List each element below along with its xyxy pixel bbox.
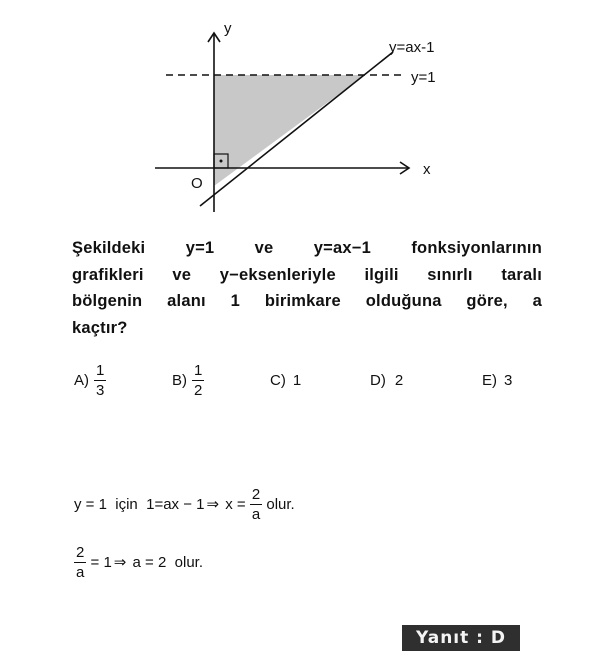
question-line: bölgenin alanı 1 birimkare olduğuna göre, a (72, 292, 542, 310)
fraction-denominator: a (76, 563, 85, 581)
solution-step-2 (74, 540, 203, 584)
option-label: B) (172, 371, 187, 389)
solution-fraction (74, 544, 86, 581)
fraction-denominator: 2 (194, 381, 203, 399)
option-value: 2 (394, 371, 404, 389)
fraction-bar (250, 504, 262, 505)
question-line: Şekildeki y=1 ve y=ax−1 fonksiyonlarının (72, 239, 542, 257)
line1-label: y=ax-1 (389, 39, 435, 56)
option-d[interactable] (370, 357, 403, 403)
option-value: 3 (504, 371, 513, 389)
solution-step-1 (74, 482, 295, 526)
option-b[interactable] (172, 357, 204, 403)
fraction-denominator: 3 (96, 381, 105, 399)
solution-fraction (250, 486, 262, 523)
option-label: C) (270, 371, 286, 389)
fraction-bar (94, 380, 106, 381)
fraction-numerator: 1 (96, 361, 105, 379)
fraction-bar (74, 562, 86, 563)
option-value: 1 (292, 371, 302, 389)
question-line: grafikleri ve y−eksenleriyle ilgili sınırlı taralı (72, 265, 542, 284)
solution-text: y = 1 için 1=ax − 1 (74, 495, 205, 513)
implies-arrow-icon: ⇒ (206, 496, 220, 513)
fraction-bar (192, 380, 204, 381)
fraction-numerator: 2 (251, 485, 261, 503)
implies-arrow-icon: ⇒ (113, 554, 127, 571)
y-axis-label: y (224, 20, 232, 37)
option-label: D) (370, 371, 386, 389)
question-line: kaçtır? (72, 318, 128, 337)
x-axis-label: x (423, 161, 431, 178)
option-label: E) (482, 371, 497, 389)
origin-label: O (191, 175, 203, 192)
solution-text: x = (221, 495, 250, 513)
solution-text: = 1 (86, 553, 112, 571)
graph-figure (0, 0, 608, 230)
right-angle-dot (220, 160, 223, 163)
option-label: A) (74, 371, 89, 389)
option-c[interactable] (270, 357, 301, 403)
option-a[interactable] (74, 357, 106, 403)
solution-text: a = 2 olur. (128, 553, 203, 571)
option-fraction (94, 362, 106, 399)
fraction-numerator: 2 (76, 543, 85, 561)
answer-options (72, 357, 532, 407)
question-text (72, 235, 542, 341)
solution-text: olur. (262, 495, 295, 513)
option-e[interactable] (482, 357, 512, 403)
answer-badge: Yanıt : D (402, 625, 520, 651)
fraction-denominator: a (251, 505, 261, 523)
line2-label: y=1 (411, 69, 436, 86)
fraction-numerator: 1 (194, 361, 203, 379)
option-fraction (192, 362, 204, 399)
